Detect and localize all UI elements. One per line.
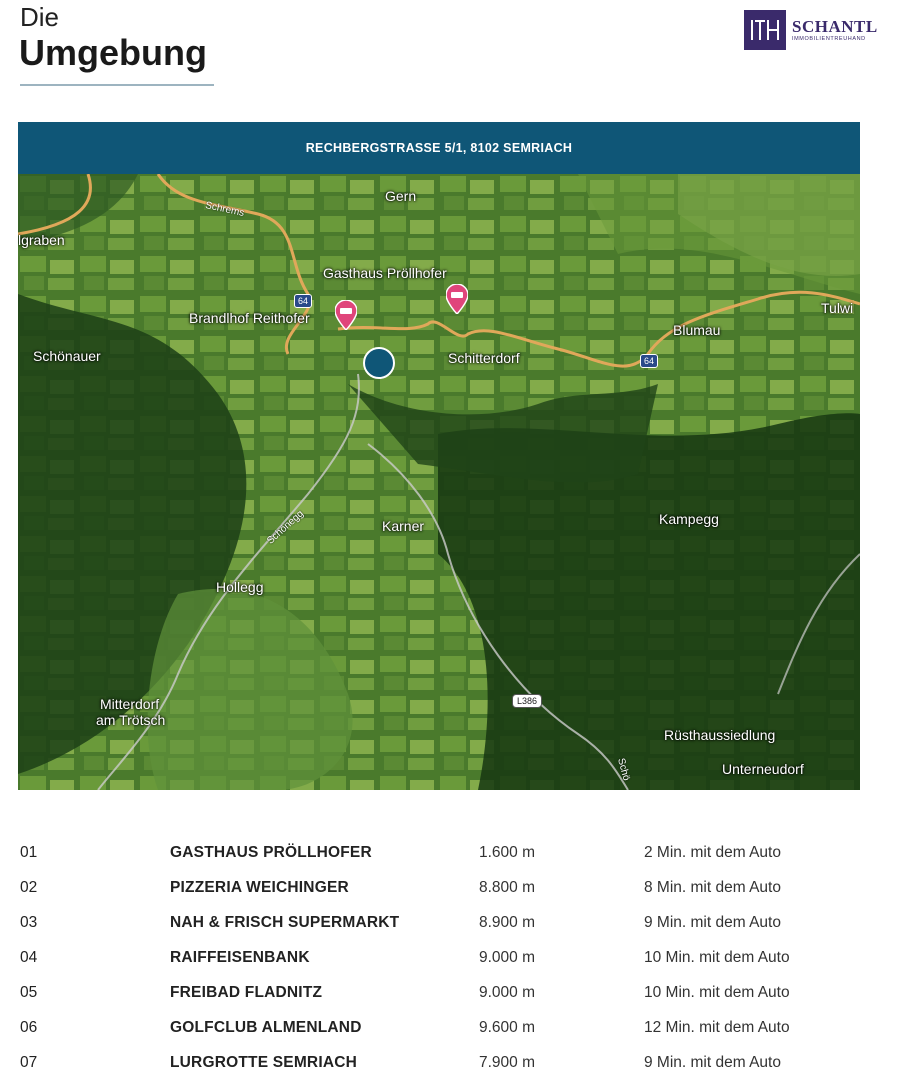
route-shield-l386: L386 (512, 694, 542, 708)
road-label-schonegg: Schönegg (265, 508, 306, 547)
place-schonauer: Schönauer (33, 348, 101, 364)
table-row (20, 906, 880, 940)
row-drive-time: 10 Min. mit dem Auto (644, 984, 790, 1001)
place-mitterdorf: Mitterdorf (100, 696, 160, 712)
place-gern: Gern (385, 188, 417, 204)
section-title-small: Die (20, 2, 60, 32)
table-row (20, 836, 880, 870)
row-place-name: LURGROTTE SEMRIACH (170, 1054, 358, 1071)
row-place-name: GASTHAUS PRÖLLHOFER (170, 844, 372, 861)
place-rusthaussiedlung: Rüsthaussiedlung (664, 727, 776, 743)
section-title: Umgebung (19, 32, 207, 73)
logo-subtitle: IMMOBILIENTREUHAND (792, 36, 866, 42)
row-number: 03 (20, 914, 38, 931)
place-brandlhof: Brandlhof Reithofer (189, 310, 310, 326)
place-unterneudorf: Unterneudorf (722, 761, 804, 777)
title-underline (20, 84, 214, 86)
table-row (20, 1011, 880, 1045)
row-drive-time: 9 Min. mit dem Auto (644, 1054, 781, 1071)
place-gasthaus: Gasthaus Pröllhofer (323, 265, 447, 281)
place-tulwi: Tulwi (821, 300, 854, 316)
row-distance: 7.900 m (479, 1054, 536, 1071)
route-shield-64-east: 64 (640, 354, 658, 368)
row-distance: 9.000 m (479, 949, 536, 966)
logo-mark-icon (744, 10, 786, 50)
place-schitterdorf: Schitterdorf (448, 350, 520, 366)
table-row (20, 1046, 880, 1080)
place-hollegg: Hollegg (216, 579, 264, 595)
table-row (20, 941, 880, 975)
map-address-header (18, 122, 860, 174)
row-place-name: FREIBAD FLADNITZ (170, 984, 323, 1001)
place-karner: Karner (382, 518, 425, 534)
row-drive-time: 2 Min. mit dem Auto (644, 844, 781, 861)
row-place-name: GOLFCLUB ALMENLAND (170, 1019, 362, 1036)
row-place-name: PIZZERIA WEICHINGER (170, 879, 349, 896)
place-am-trotsch: am Trötsch (96, 712, 166, 728)
company-logo (744, 10, 878, 50)
logo-name: SCHANTL (792, 17, 878, 36)
row-number: 01 (20, 844, 38, 861)
row-place-name: RAIFFEISENBANK (170, 949, 310, 966)
row-drive-time: 10 Min. mit dem Auto (644, 949, 790, 966)
property-location-marker[interactable] (363, 347, 395, 379)
road-label-scho: Schö (615, 757, 632, 782)
row-distance: 1.600 m (479, 844, 536, 861)
row-place-name: NAH & FRISCH SUPERMARKT (170, 914, 400, 931)
row-number: 07 (20, 1054, 38, 1071)
road-label-schrems: Schrems (204, 200, 246, 219)
row-number: 04 (20, 949, 38, 966)
hotel-pin-icon[interactable] (446, 284, 468, 314)
hotel-pin-icon[interactable] (335, 300, 357, 330)
table-row (20, 976, 880, 1010)
row-drive-time: 9 Min. mit dem Auto (644, 914, 781, 931)
route-shield-64: 64 (294, 294, 312, 308)
place-igraben: lgraben (18, 232, 65, 248)
row-distance: 9.600 m (479, 1019, 536, 1036)
row-drive-time: 12 Min. mit dem Auto (644, 1019, 790, 1036)
row-number: 05 (20, 984, 38, 1001)
row-number: 06 (20, 1019, 38, 1036)
row-distance: 8.900 m (479, 914, 536, 931)
row-number: 02 (20, 879, 38, 896)
row-distance: 8.800 m (479, 879, 536, 896)
place-kampegg: Kampegg (659, 511, 719, 527)
place-blumau: Blumau (673, 322, 721, 338)
row-distance: 9.000 m (479, 984, 536, 1001)
address-text: RECHBERGSTRASSE 5/1, 8102 SEMRIACH (305, 141, 573, 155)
row-drive-time: 8 Min. mit dem Auto (644, 879, 781, 896)
table-row (20, 871, 880, 905)
satellite-map[interactable] (18, 174, 860, 790)
